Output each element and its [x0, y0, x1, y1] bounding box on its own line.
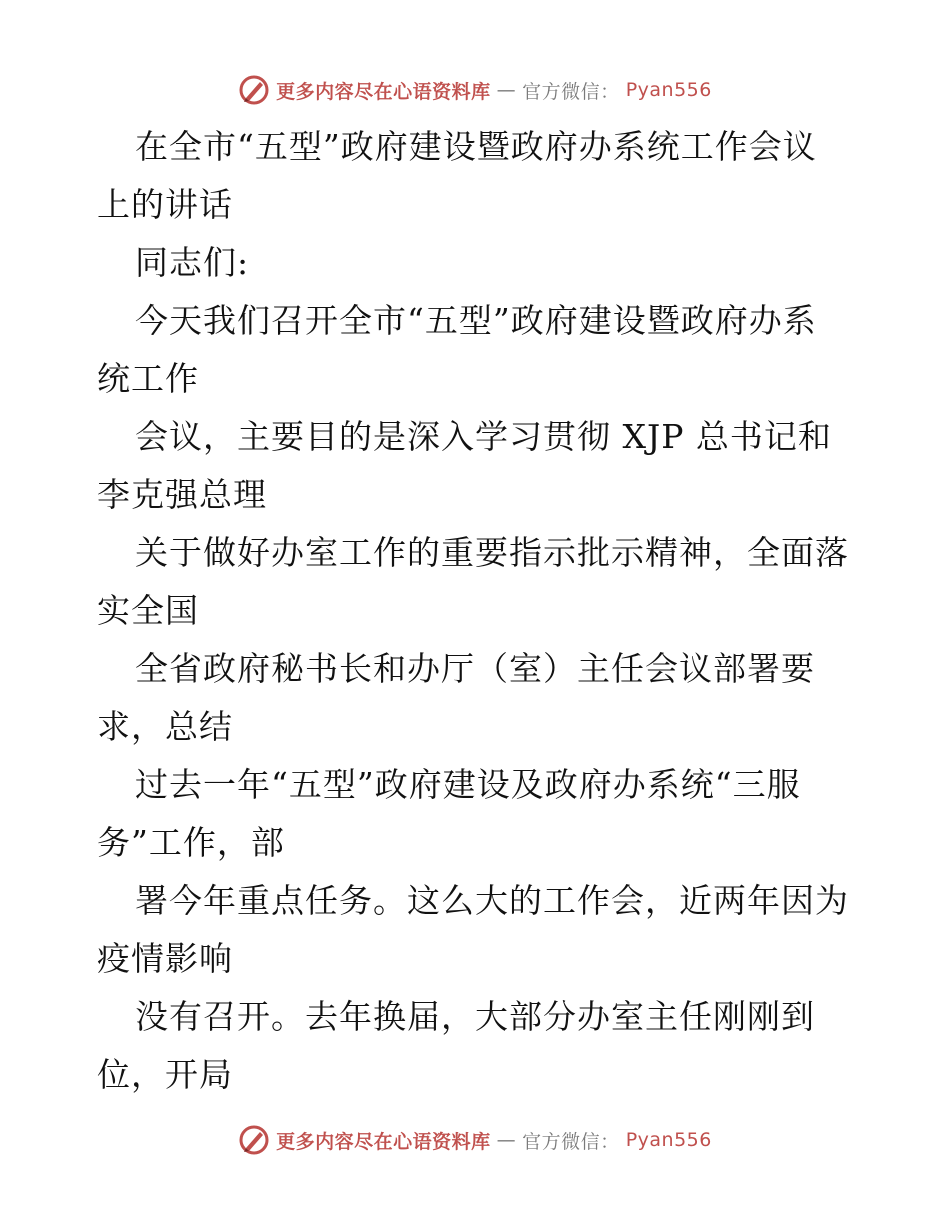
text-line: 疫情影响	[97, 939, 233, 978]
footer-watermark	[0, 1120, 950, 1160]
text-line: 在全市“五型”政府建设暨政府办系统工作会议	[135, 127, 817, 166]
text-line: 实全国	[97, 591, 199, 630]
text-line: 署今年重点任务。这么大的工作会，近两年因为	[135, 881, 849, 920]
text-line: 务”工作，部	[97, 823, 285, 862]
header-watermark	[0, 70, 950, 110]
text-line: 求，总结	[97, 707, 233, 746]
watermark-wechat-label: 官方微信：	[522, 1130, 620, 1153]
watermark-main-text: 更多内容尽在心语资料库	[276, 1130, 491, 1153]
watermark-dash: —	[496, 79, 517, 101]
watermark-wechat-label: 官方微信：	[522, 80, 620, 103]
text-line: 李克强总理	[97, 475, 267, 514]
watermark-wechat-id: Pyan556	[625, 79, 712, 101]
text-line: 统工作	[97, 359, 199, 398]
text-line: 上的讲话	[97, 185, 233, 224]
text-line: 全省政府秘书长和办厅（室）主任会议部署要	[135, 649, 815, 688]
text-line: 会议，主要目的是深入学习贯彻 XJP 总书记和	[135, 417, 832, 456]
document-body	[97, 118, 857, 1104]
text-line: 过去一年“五型”政府建设及政府办系统“三服	[135, 765, 801, 804]
text-line: 今天我们召开全市“五型”政府建设暨政府办系	[135, 301, 817, 340]
text-line: 关于做好办室工作的重要指示批示精神，全面落	[135, 533, 849, 572]
pen-logo-icon	[238, 74, 270, 106]
text-line: 同志们:	[135, 243, 250, 282]
text-line: 位，开局	[97, 1055, 233, 1094]
watermark-main-text: 更多内容尽在心语资料库	[276, 80, 491, 103]
watermark-wechat-id: Pyan556	[625, 1129, 712, 1151]
watermark-dash: —	[496, 1129, 517, 1151]
pen-logo-icon	[238, 1124, 270, 1156]
text-line: 没有召开。去年换届，大部分办室主任刚刚到	[135, 997, 815, 1036]
